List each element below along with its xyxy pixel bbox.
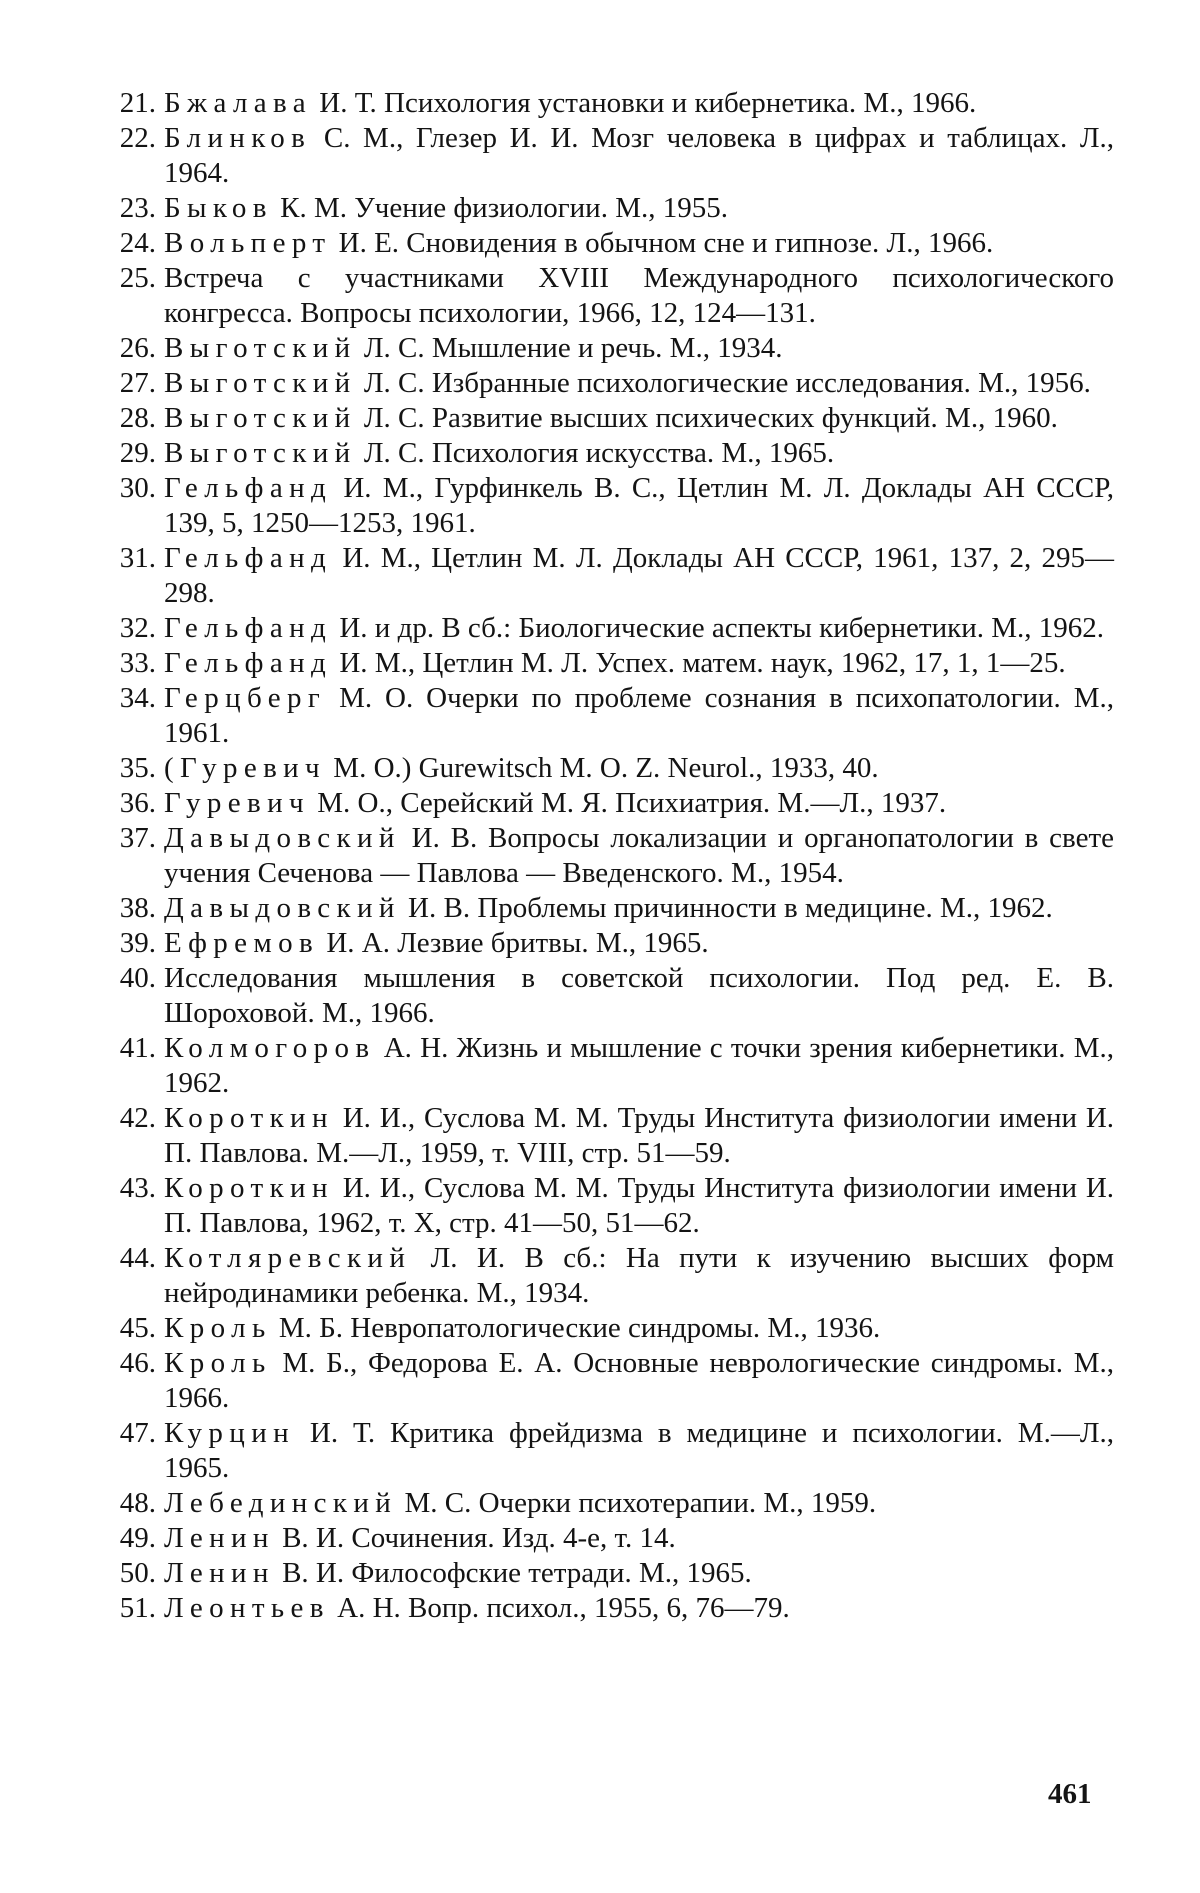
entry-text: А. Н. Вопр. психол., 1955, 6, 76—79. bbox=[337, 1592, 790, 1624]
bibliography-list bbox=[96, 86, 1114, 1626]
entry-author: Выготский bbox=[164, 437, 357, 469]
entry-text: А. Н. Жизнь и мышление с точки зрения кибернетики. М., 1962. bbox=[164, 1032, 1114, 1099]
entry-text: И. М., Цетлин М. Л. Доклады АН СССР, 1961, 137, 2, 295—298. bbox=[164, 542, 1114, 609]
entry-text: М. Б., Федорова Е. А. Основные неврологические синдромы. М., 1966. bbox=[164, 1347, 1114, 1414]
entry-number: 24. bbox=[119, 227, 156, 259]
bibliography-entry bbox=[96, 891, 1114, 926]
entry-number: 42. bbox=[119, 1102, 156, 1134]
entry-text: И. В. Вопросы локализации и органопатологии в свете учения Сеченова — Павлова — Введенского. М., 1954. bbox=[164, 822, 1114, 889]
entry-author: Гельфанд bbox=[164, 612, 333, 644]
entry-text: М. О., Серейский М. Я. Психиатрия. М.—Л., 1937. bbox=[317, 787, 947, 819]
bibliography-entry bbox=[96, 1521, 1114, 1556]
bibliography-entry bbox=[96, 1031, 1114, 1101]
bibliography-entry bbox=[96, 1346, 1114, 1416]
entry-number: 43. bbox=[119, 1172, 156, 1204]
entry-number: 32. bbox=[119, 612, 156, 644]
bibliography-entry bbox=[96, 1556, 1114, 1591]
entry-author: Лебединский bbox=[164, 1487, 398, 1519]
entry-number: 30. bbox=[119, 472, 156, 504]
entry-author: Быков bbox=[164, 192, 273, 224]
entry-number: 45. bbox=[119, 1312, 156, 1344]
entry-author: Блинков bbox=[164, 122, 312, 154]
entry-number: 46. bbox=[119, 1347, 156, 1379]
entry-text: И. А. Лезвие бритвы. М., 1965. bbox=[326, 927, 709, 959]
entry-text: С. М., Глезер И. И. Мозг человека в цифрах и таблицах. Л., 1964. bbox=[164, 122, 1115, 189]
entry-text: М. С. Очерки психотерапии. М., 1959. bbox=[404, 1487, 877, 1519]
entry-number: 39. bbox=[119, 927, 156, 959]
entry-author: Кроль bbox=[164, 1312, 272, 1344]
entry-number: 35. bbox=[119, 752, 156, 784]
bibliography-entry bbox=[96, 961, 1114, 1031]
entry-text: И. Е. Сновидения в обычном сне и гипнозе. Л., 1966. bbox=[338, 227, 994, 259]
entry-author: Ленин bbox=[164, 1557, 275, 1589]
entry-author: Выготский bbox=[164, 367, 357, 399]
entry-author: Герцберг bbox=[164, 682, 327, 714]
bibliography-entry bbox=[96, 261, 1114, 331]
entry-author: Гельфанд bbox=[164, 542, 333, 574]
entry-text: И. Т. Психология установки и кибернетика. М., 1966. bbox=[319, 87, 977, 119]
entry-number: 38. bbox=[119, 892, 156, 924]
bibliography-entry bbox=[96, 1416, 1114, 1486]
entry-number: 23. bbox=[119, 192, 156, 224]
entry-number: 47. bbox=[119, 1417, 156, 1449]
entry-text: И. В. Проблемы причинности в медицине. М., 1962. bbox=[408, 892, 1053, 924]
entry-author: Короткин bbox=[164, 1172, 334, 1204]
entry-text: Л. С. Мышление и речь. М., 1934. bbox=[363, 332, 783, 364]
bibliography-entry bbox=[96, 786, 1114, 821]
entry-number: 36. bbox=[119, 787, 156, 819]
entry-number: 37. bbox=[119, 822, 156, 854]
entry-number: 50. bbox=[119, 1557, 156, 1589]
bibliography-entry bbox=[96, 471, 1114, 541]
bibliography-entry bbox=[96, 436, 1114, 471]
bibliography-entry bbox=[96, 1171, 1114, 1241]
bibliography-entry bbox=[96, 821, 1114, 891]
bibliography-entry bbox=[96, 86, 1114, 121]
bibliography-entry bbox=[96, 1101, 1114, 1171]
entry-author: Курцин bbox=[164, 1417, 296, 1449]
entry-text: М. Б. Невропатологические синдромы. М., 1936. bbox=[278, 1312, 881, 1344]
bibliography-entry bbox=[96, 401, 1114, 436]
entry-number: 21. bbox=[119, 87, 156, 119]
entry-number: 22. bbox=[119, 122, 156, 154]
entry-author: Ленин bbox=[164, 1522, 275, 1554]
entry-author: Гельфанд bbox=[164, 647, 333, 679]
entry-number: 44. bbox=[119, 1242, 156, 1274]
entry-text: И. И., Суслова М. М. Труды Института физиологии имени И. П. Павлова, 1962, т. X, стр. 41—50, 51—62. bbox=[164, 1172, 1115, 1239]
entry-number: 28. bbox=[119, 402, 156, 434]
entry-author: Короткин bbox=[164, 1102, 334, 1134]
bibliography-entry bbox=[96, 1311, 1114, 1346]
entry-text: И. М., Цетлин М. Л. Успех. матем. наук, 1962, 17, 1, 1—25. bbox=[339, 647, 1066, 679]
bibliography-entry bbox=[96, 226, 1114, 261]
entry-number: 40. bbox=[119, 962, 156, 994]
entry-number: 48. bbox=[119, 1487, 156, 1519]
entry-number: 29. bbox=[119, 437, 156, 469]
bibliography-entry bbox=[96, 646, 1114, 681]
entry-text: И. и др. В сб.: Биологические аспекты кибернетики. М., 1962. bbox=[339, 612, 1104, 644]
entry-author: Бжалава bbox=[164, 87, 313, 119]
entry-text: Л. С. Психология искусства. М., 1965. bbox=[363, 437, 835, 469]
entry-number: 49. bbox=[119, 1522, 156, 1554]
entry-number: 25. bbox=[119, 262, 156, 294]
entry-text: И. И., Суслова М. М. Труды Института физиологии имени И. П. Павлова. М.—Л., 1959, т. VIII, стр. 51—59. bbox=[164, 1102, 1115, 1169]
entry-number: 33. bbox=[119, 647, 156, 679]
entry-author: Котляревский bbox=[164, 1242, 412, 1274]
entry-text: Л. С. Развитие высших психических функций. М., 1960. bbox=[363, 402, 1058, 434]
entry-text: М. О. Очерки по проблеме сознания в психопатологии. М., 1961. bbox=[164, 682, 1114, 749]
entry-text: В. И. Сочинения. Изд. 4-е, т. 14. bbox=[282, 1522, 676, 1554]
entry-author: Вольперт bbox=[164, 227, 332, 259]
entry-author: Давыдовский bbox=[164, 892, 401, 924]
entry-number: 34. bbox=[119, 682, 156, 714]
entry-author: Давыдовский bbox=[164, 822, 401, 854]
entry-text: И. Т. Критика фрейдизма в медицине и психологии. М.—Л., 1965. bbox=[164, 1417, 1115, 1484]
entry-text: Л. С. Избранные психологические исследования. М., 1956. bbox=[363, 367, 1091, 399]
bibliography-entry bbox=[96, 191, 1114, 226]
entry-text: Исследования мышления в советской психологии. Под ред. Е. В. Шороховой. М., 1966. bbox=[164, 962, 1114, 1029]
entry-text: Л. И. В сб.: На пути к изучению высших форм нейродинамики ребенка. М., 1934. bbox=[164, 1242, 1115, 1309]
bibliography-entry bbox=[96, 1486, 1114, 1521]
bibliography-entry bbox=[96, 541, 1114, 611]
bibliography-entry bbox=[96, 366, 1114, 401]
entry-number: 26. bbox=[119, 332, 156, 364]
entry-text: М. О.) Gurewitsch M. O. Z. Neurol., 1933, 40. bbox=[333, 752, 879, 784]
entry-author: Леонтьев bbox=[164, 1592, 330, 1624]
entry-text: К. М. Учение физиологии. М., 1955. bbox=[280, 192, 728, 224]
bibliography-entry bbox=[96, 926, 1114, 961]
entry-author: Колмогоров bbox=[164, 1032, 376, 1064]
entry-number: 27. bbox=[119, 367, 156, 399]
bibliography-entry bbox=[96, 1241, 1114, 1311]
page-number: 461 bbox=[1048, 1778, 1092, 1810]
entry-author: Кроль bbox=[164, 1347, 272, 1379]
entry-text: И. М., Гурфинкель В. С., Цетлин М. Л. Доклады АН СССР, 139, 5, 1250—1253, 1961. bbox=[164, 472, 1114, 539]
entry-author: Гельфанд bbox=[164, 472, 333, 504]
entry-number: 31. bbox=[119, 542, 156, 574]
entry-author: Ефремов bbox=[164, 927, 320, 959]
entry-number: 51. bbox=[119, 1592, 156, 1624]
entry-author: (Гуревич bbox=[164, 752, 327, 784]
entry-text: Встреча с участниками XVIII Международного психологического конгресса. Вопросы психологии, 1966, 12, 124—131. bbox=[164, 262, 1114, 329]
bibliography-entry bbox=[96, 611, 1114, 646]
entry-author: Выготский bbox=[164, 332, 357, 364]
entry-text: В. И. Философские тетради. М., 1965. bbox=[282, 1557, 752, 1589]
bibliography-entry bbox=[96, 331, 1114, 366]
bibliography-entry bbox=[96, 121, 1114, 191]
bibliography-entry bbox=[96, 1591, 1114, 1626]
entry-number: 41. bbox=[119, 1032, 156, 1064]
bibliography-entry bbox=[96, 681, 1114, 751]
entry-author: Гуревич bbox=[164, 787, 310, 819]
entry-author: Выготский bbox=[164, 402, 357, 434]
bibliography-entry bbox=[96, 751, 1114, 786]
